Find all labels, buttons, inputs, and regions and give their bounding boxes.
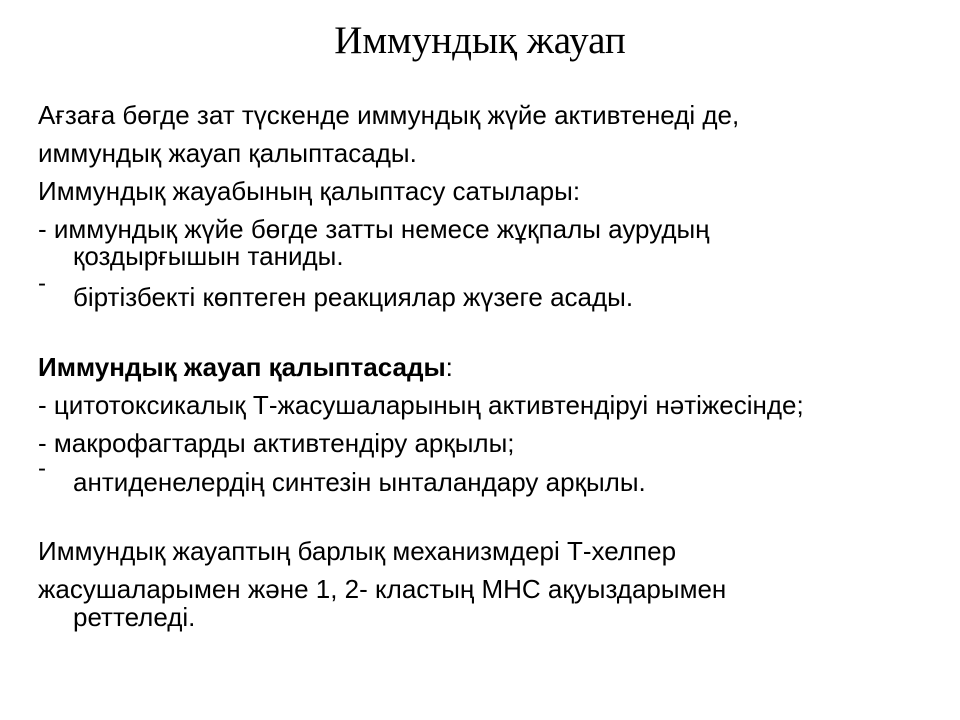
formation-item-2: - макрофагтарды активтендіру арқылы; [38,428,515,458]
formation-item-3-text: антиденелердің синтезін ынталандару арқылы. [73,467,646,497]
slide-title: Иммундық жауап [334,19,626,62]
formation-heading [38,352,453,382]
stages-heading: Иммундық жауабының қалыптасу сатылары: [38,176,581,206]
regulation-line-1: Иммундық жауаптың барлық механизмдері Т-хелпер [38,536,677,566]
regulation-line-2: жасушаларымен және 1, 2- кластың МНС ақуыздарымен [38,574,727,604]
formation-item-3-marker: - [38,455,46,482]
stage-item-1-line-2: қоздырғышын таниды. [73,241,344,271]
stage-item-1-line-1: - иммундық жүйе бөгде затты немесе жұқпалы аурудың [38,214,710,244]
intro-line-2: иммундық жауап қалыптасады. [38,138,417,168]
formation-item-1: - цитотоксикалық Т-жасушаларының активтендіруі нәтіжесінде; [38,390,804,420]
stage-item-2-marker: - [38,270,46,297]
regulation-line-3: реттеледі. [73,602,196,632]
intro-line-1: Ағзаға бөгде зат түскенде иммундық жүйе активтенеді де, [38,100,740,130]
formation-heading-colon: : [445,352,453,382]
formation-heading-bold: Иммундық жауап қалыптасады [38,352,446,382]
stage-item-2-text: біртізбекті көптеген реакциялар жүзеге асады. [73,282,634,312]
